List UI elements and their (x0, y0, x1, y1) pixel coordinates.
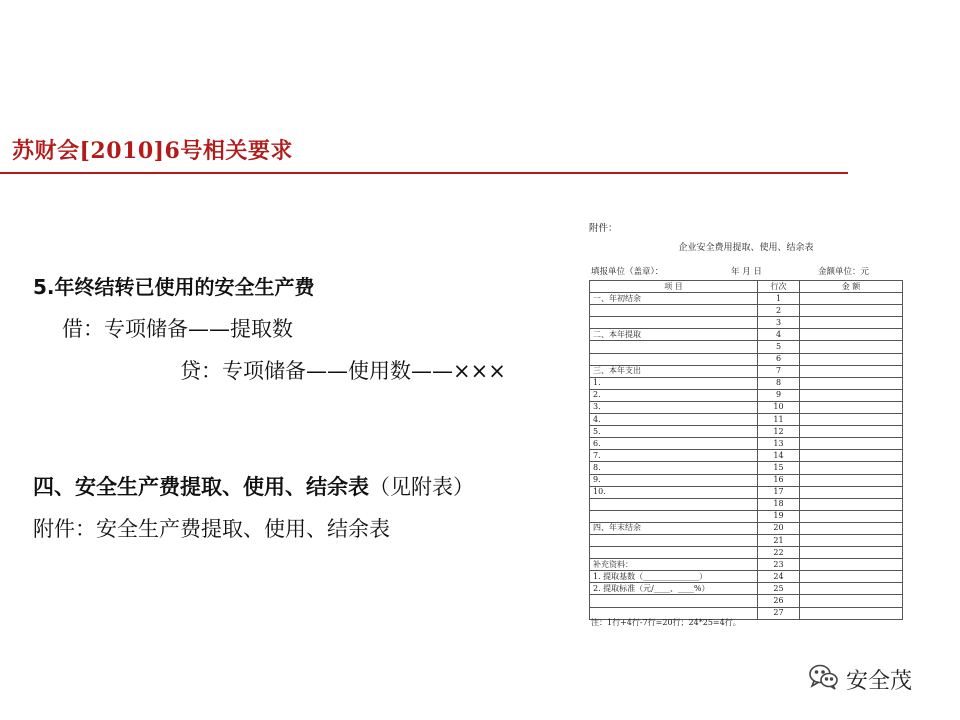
row-line-number: 6 (758, 353, 800, 365)
table-row (590, 305, 903, 317)
row-line-number: 8 (758, 377, 800, 389)
row-amount (800, 510, 903, 522)
table-row (590, 498, 903, 510)
row-amount (800, 438, 903, 450)
debit-entry: 借：专项储备——提取数 (62, 317, 293, 341)
row-amount (800, 583, 903, 595)
row-amount (800, 389, 903, 401)
row-line-number: 23 (758, 559, 800, 571)
row-line-number: 16 (758, 474, 800, 486)
row-amount (800, 571, 903, 583)
table-row (590, 389, 903, 401)
row-line-number: 9 (758, 389, 800, 401)
attached-form (586, 212, 916, 638)
header-item: 项 目 (590, 281, 758, 293)
row-item: 一、年初结余 (590, 293, 758, 305)
table-row (590, 510, 903, 522)
row-amount (800, 365, 903, 377)
table-row (590, 377, 903, 389)
row-amount (800, 474, 903, 486)
section4-heading-main: 四、安全生产费提取、使用、结余表 (33, 475, 369, 499)
row-item: 3. (590, 401, 758, 413)
header-line: 行次 (758, 281, 800, 293)
form-table (589, 280, 903, 620)
table-row (590, 438, 903, 450)
form-meta-date: 年 月 日 (731, 267, 762, 277)
row-amount (800, 329, 903, 341)
row-amount (800, 341, 903, 353)
row-line-number: 25 (758, 583, 800, 595)
table-row (590, 547, 903, 559)
row-line-number: 15 (758, 462, 800, 474)
table-row (590, 293, 903, 305)
row-item: 三、本年支出 (590, 365, 758, 377)
row-item (590, 353, 758, 365)
form-attach-label: 附件： (589, 223, 618, 234)
row-line-number: 2 (758, 305, 800, 317)
brand-watermark (808, 662, 912, 696)
table-row (590, 474, 903, 486)
table-row (590, 353, 903, 365)
row-line-number: 22 (758, 547, 800, 559)
table-row (590, 583, 903, 595)
credit-entry: 贷：专项储备——使用数——××× (180, 359, 506, 383)
row-line-number: 5 (758, 341, 800, 353)
row-item: 6. (590, 438, 758, 450)
table-row (590, 522, 903, 534)
table-row (590, 571, 903, 583)
section5-heading: 5.年终结转已使用的安全生产费 (33, 275, 315, 299)
table-row (590, 534, 903, 546)
row-item: 1. (590, 377, 758, 389)
table-row (590, 595, 903, 607)
row-line-number: 13 (758, 438, 800, 450)
table-row (590, 317, 903, 329)
row-amount (800, 534, 903, 546)
row-amount (800, 414, 903, 426)
row-item: 7. (590, 450, 758, 462)
row-item (590, 305, 758, 317)
row-item (590, 498, 758, 510)
table-row (590, 329, 903, 341)
brand-name: 安全茂 (846, 668, 913, 694)
table-row (590, 414, 903, 426)
row-item (590, 595, 758, 607)
row-line-number: 7 (758, 365, 800, 377)
row-amount (800, 293, 903, 305)
row-item (590, 534, 758, 546)
row-line-number: 21 (758, 534, 800, 546)
table-row (590, 365, 903, 377)
table-row (590, 341, 903, 353)
row-line-number: 1 (758, 293, 800, 305)
row-line-number: 27 (758, 607, 800, 619)
row-line-number: 19 (758, 510, 800, 522)
row-line-number: 26 (758, 595, 800, 607)
row-amount (800, 462, 903, 474)
row-amount (800, 547, 903, 559)
form-meta-money: 金额单位：元 (818, 267, 870, 277)
row-item: 1. 提取基数（______________） (590, 571, 758, 583)
row-line-number: 20 (758, 522, 800, 534)
table-row (590, 426, 903, 438)
title-divider (0, 172, 848, 174)
row-amount (800, 595, 903, 607)
row-amount (800, 377, 903, 389)
row-item (590, 510, 758, 522)
row-item: 2. 提取标准（元/____、____%） (590, 583, 758, 595)
row-line-number: 14 (758, 450, 800, 462)
row-amount (800, 522, 903, 534)
row-amount (800, 401, 903, 413)
table-row (590, 450, 903, 462)
row-line-number: 4 (758, 329, 800, 341)
row-item (590, 547, 758, 559)
row-amount (800, 559, 903, 571)
section4-heading-suffix: （见附表） (369, 475, 474, 499)
row-amount (800, 486, 903, 498)
row-item: 5. (590, 426, 758, 438)
row-item: 补充资料： (590, 559, 758, 571)
table-row (590, 462, 903, 474)
row-line-number: 10 (758, 401, 800, 413)
row-item: 10. (590, 486, 758, 498)
row-amount (800, 450, 903, 462)
row-line-number: 3 (758, 317, 800, 329)
slide-title: 苏财会[2010]6号相关要求 (12, 138, 293, 164)
table-row (590, 486, 903, 498)
row-amount (800, 353, 903, 365)
section4-heading (33, 471, 474, 501)
row-amount (800, 607, 903, 619)
row-amount (800, 498, 903, 510)
table-row (590, 559, 903, 571)
row-amount (800, 305, 903, 317)
row-item (590, 341, 758, 353)
row-item: 4. (590, 414, 758, 426)
row-item: 二、本年提取 (590, 329, 758, 341)
row-line-number: 11 (758, 414, 800, 426)
row-amount (800, 426, 903, 438)
row-line-number: 24 (758, 571, 800, 583)
wechat-icon (808, 663, 840, 695)
form-title: 企业安全费用提取、使用、结余表 (678, 243, 814, 253)
form-note: 注：1行+4行-7行=20行；24*25=4行。 (591, 618, 741, 627)
row-item: 8. (590, 462, 758, 474)
row-line-number: 17 (758, 486, 800, 498)
header-amount: 金 额 (800, 281, 903, 293)
attachment-line: 附件：安全生产费提取、使用、结余表 (33, 517, 390, 541)
row-item (590, 317, 758, 329)
row-amount (800, 317, 903, 329)
row-line-number: 12 (758, 426, 800, 438)
form-meta-unit: 填报单位（盖章）： (591, 267, 664, 277)
table-row (590, 401, 903, 413)
row-item: 9. (590, 474, 758, 486)
row-line-number: 18 (758, 498, 800, 510)
row-item: 2. (590, 389, 758, 401)
row-item: 四、年末结余 (590, 522, 758, 534)
form-table-header (590, 281, 903, 293)
